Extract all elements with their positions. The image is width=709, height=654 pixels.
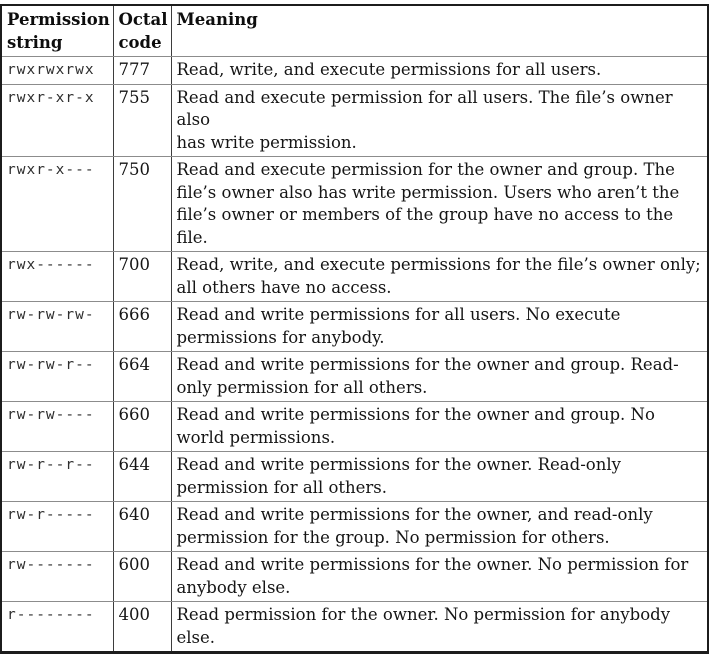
permission-string-cell: rw------- [1,552,113,602]
column-header-octal-code: Octal code [113,5,171,57]
octal-code-cell: 700 [113,252,171,302]
octal-code-cell: 664 [113,352,171,402]
table-row [1,352,708,402]
meaning-cell: Read, write, and execute permissions for all users. [171,57,708,85]
meaning-cell: Read, write, and execute permissions for the file’s owner only; all others have no access. [171,252,708,302]
table-row [1,157,708,252]
octal-code-cell: 660 [113,402,171,452]
octal-code-cell: 644 [113,452,171,502]
table-row [1,552,708,602]
table-row [1,252,708,302]
meaning-cell: Read and write permissions for the owner and group. No world permissions. [171,402,708,452]
table-row [1,452,708,502]
table-row [1,84,708,157]
column-header-meaning: Meaning [171,5,708,57]
meaning-cell: Read and write permissions for the owner. Read-only permission for all others. [171,452,708,502]
octal-code-cell: 755 [113,84,171,157]
table-row [1,57,708,85]
permission-string-cell: rw-rw-r-- [1,352,113,402]
table-row [1,602,708,653]
permissions-table [0,4,709,654]
table-row [1,502,708,552]
permission-string-cell: rw-rw-rw- [1,302,113,352]
octal-code-cell: 400 [113,602,171,653]
octal-code-cell: 666 [113,302,171,352]
column-header-permission-string: Permission string [1,5,113,57]
permission-string-cell: rwxr-xr-x [1,84,113,157]
meaning-cell: Read and write permissions for the owner. No permission for anybody else. [171,552,708,602]
permission-string-cell: rwxr-x--- [1,157,113,252]
permission-string-cell: r-------- [1,602,113,653]
octal-code-cell: 600 [113,552,171,602]
meaning-cell: Read and write permissions for all users. No execute permissions for anybody. [171,302,708,352]
meaning-cell: Read permission for the owner. No permission for anybody else. [171,602,708,653]
octal-code-cell: 750 [113,157,171,252]
table-row [1,402,708,452]
meaning-cell: Read and execute permission for all users. The file’s owner also has write permission. [171,84,708,157]
meaning-cell: Read and write permissions for the owner and group. Read- only permission for all others. [171,352,708,402]
table-header-row [1,5,708,57]
permission-string-cell: rwxrwxrwx [1,57,113,85]
permission-string-cell: rwx------ [1,252,113,302]
octal-code-cell: 777 [113,57,171,85]
table-row [1,302,708,352]
meaning-cell: Read and write permissions for the owner, and read-only permission for the group. No permission for others. [171,502,708,552]
permission-string-cell: rw-rw---- [1,402,113,452]
permission-string-cell: rw-r----- [1,502,113,552]
meaning-cell: Read and execute permission for the owner and group. The file’s owner also has write permission. Users who aren’t the file’s owner or members of the group have no access to the file. [171,157,708,252]
permission-string-cell: rw-r--r-- [1,452,113,502]
octal-code-cell: 640 [113,502,171,552]
